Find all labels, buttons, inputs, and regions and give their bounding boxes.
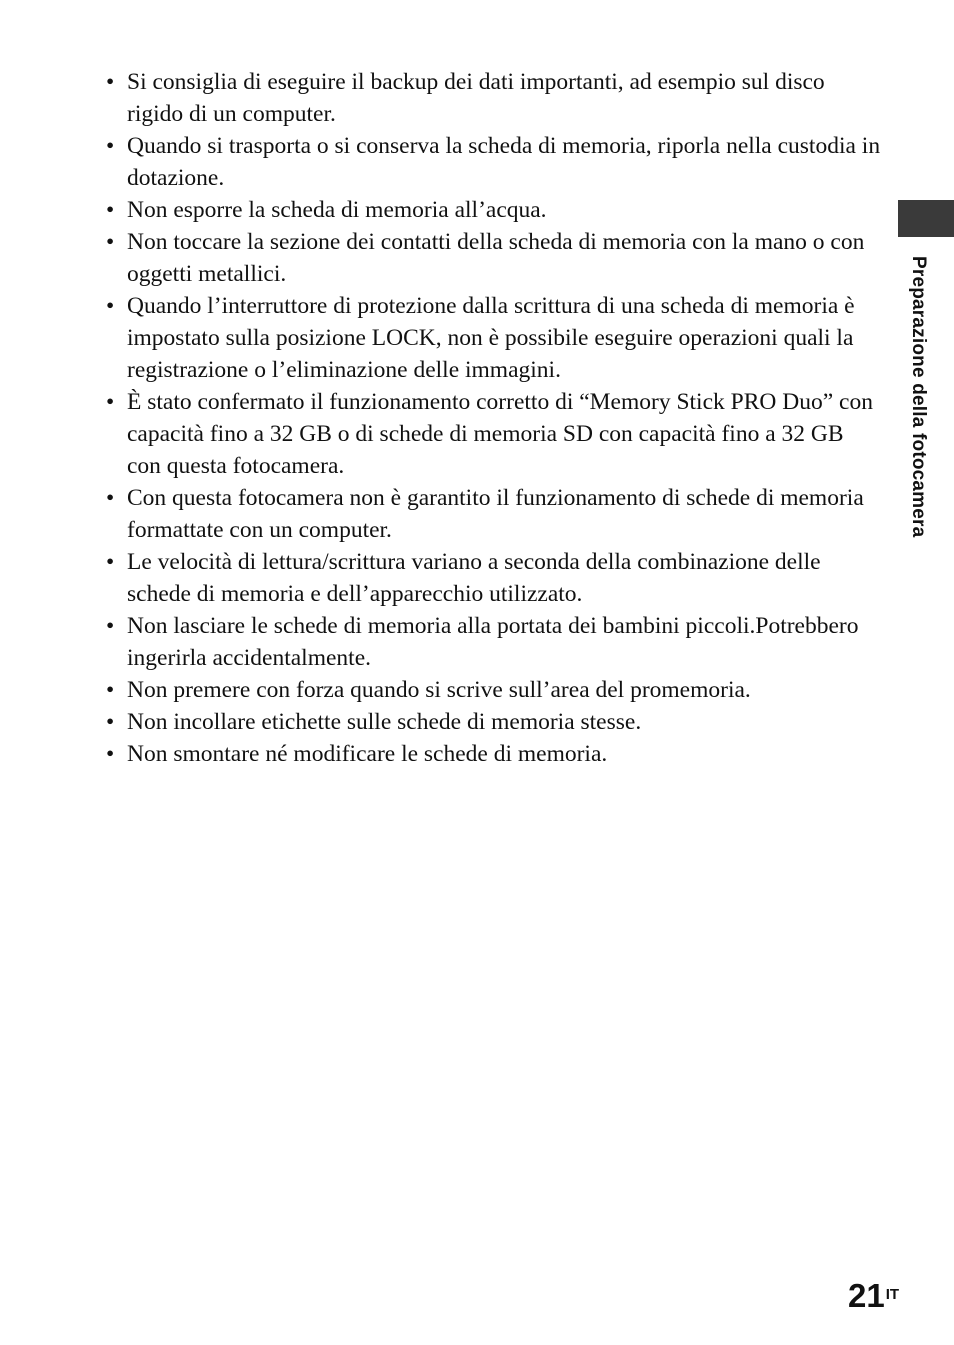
list-item: • Non lasciare le schede di memoria alla portata dei bambini piccoli.Potrebbero ingerirla accidentalmente. xyxy=(106,610,881,674)
list-item: • Non premere con forza quando si scrive sull’area del promemoria. xyxy=(106,674,881,706)
list-item: • Quando si trasporta o si conserva la scheda di memoria, riporla nella custodia in dotazione. xyxy=(106,130,881,194)
list-item: • Non smontare né modificare le schede di memoria. xyxy=(106,738,881,770)
list-item: • Non incollare etichette sulle schede di memoria stesse. xyxy=(106,706,881,738)
list-item: • Non toccare la sezione dei contatti della scheda di memoria con la mano o con oggetti metallici. xyxy=(106,226,881,290)
list-item: • Non esporre la scheda di memoria all’acqua. xyxy=(106,194,881,226)
list-item: • Quando l’interruttore di protezione dalla scrittura di una scheda di memoria è impostato sulla posizione LOCK, non è possibile eseguire operazioni quali la registrazione o l’eliminazione delle immagini. xyxy=(106,290,881,386)
list-item: • Si consiglia di eseguire il backup dei dati importanti, ad esempio sul disco rigido di un computer. xyxy=(106,66,881,130)
list-item: • Con questa fotocamera non è garantito il funzionamento di schede di memoria formattate con un computer. xyxy=(106,482,881,546)
page-number xyxy=(848,1272,899,1315)
page-language-suffix: IT xyxy=(885,1286,900,1303)
section-side-label: Preparazione della fotocamera xyxy=(908,256,929,538)
list-item: • È stato confermato il funzionamento corretto di “Memory Stick PRO Duo” con capacità fino a 32 GB o di schede di memoria SD con capacità fino a 32 GB con questa fotocamera. xyxy=(106,386,881,482)
page-number-value: 21 xyxy=(848,1277,885,1314)
precautions-list xyxy=(106,66,881,770)
list-item: • Le velocità di lettura/scrittura variano a seconda della combinazione delle schede di memoria e dell’apparecchio utilizzato. xyxy=(106,546,881,610)
section-tab-marker xyxy=(898,200,954,237)
